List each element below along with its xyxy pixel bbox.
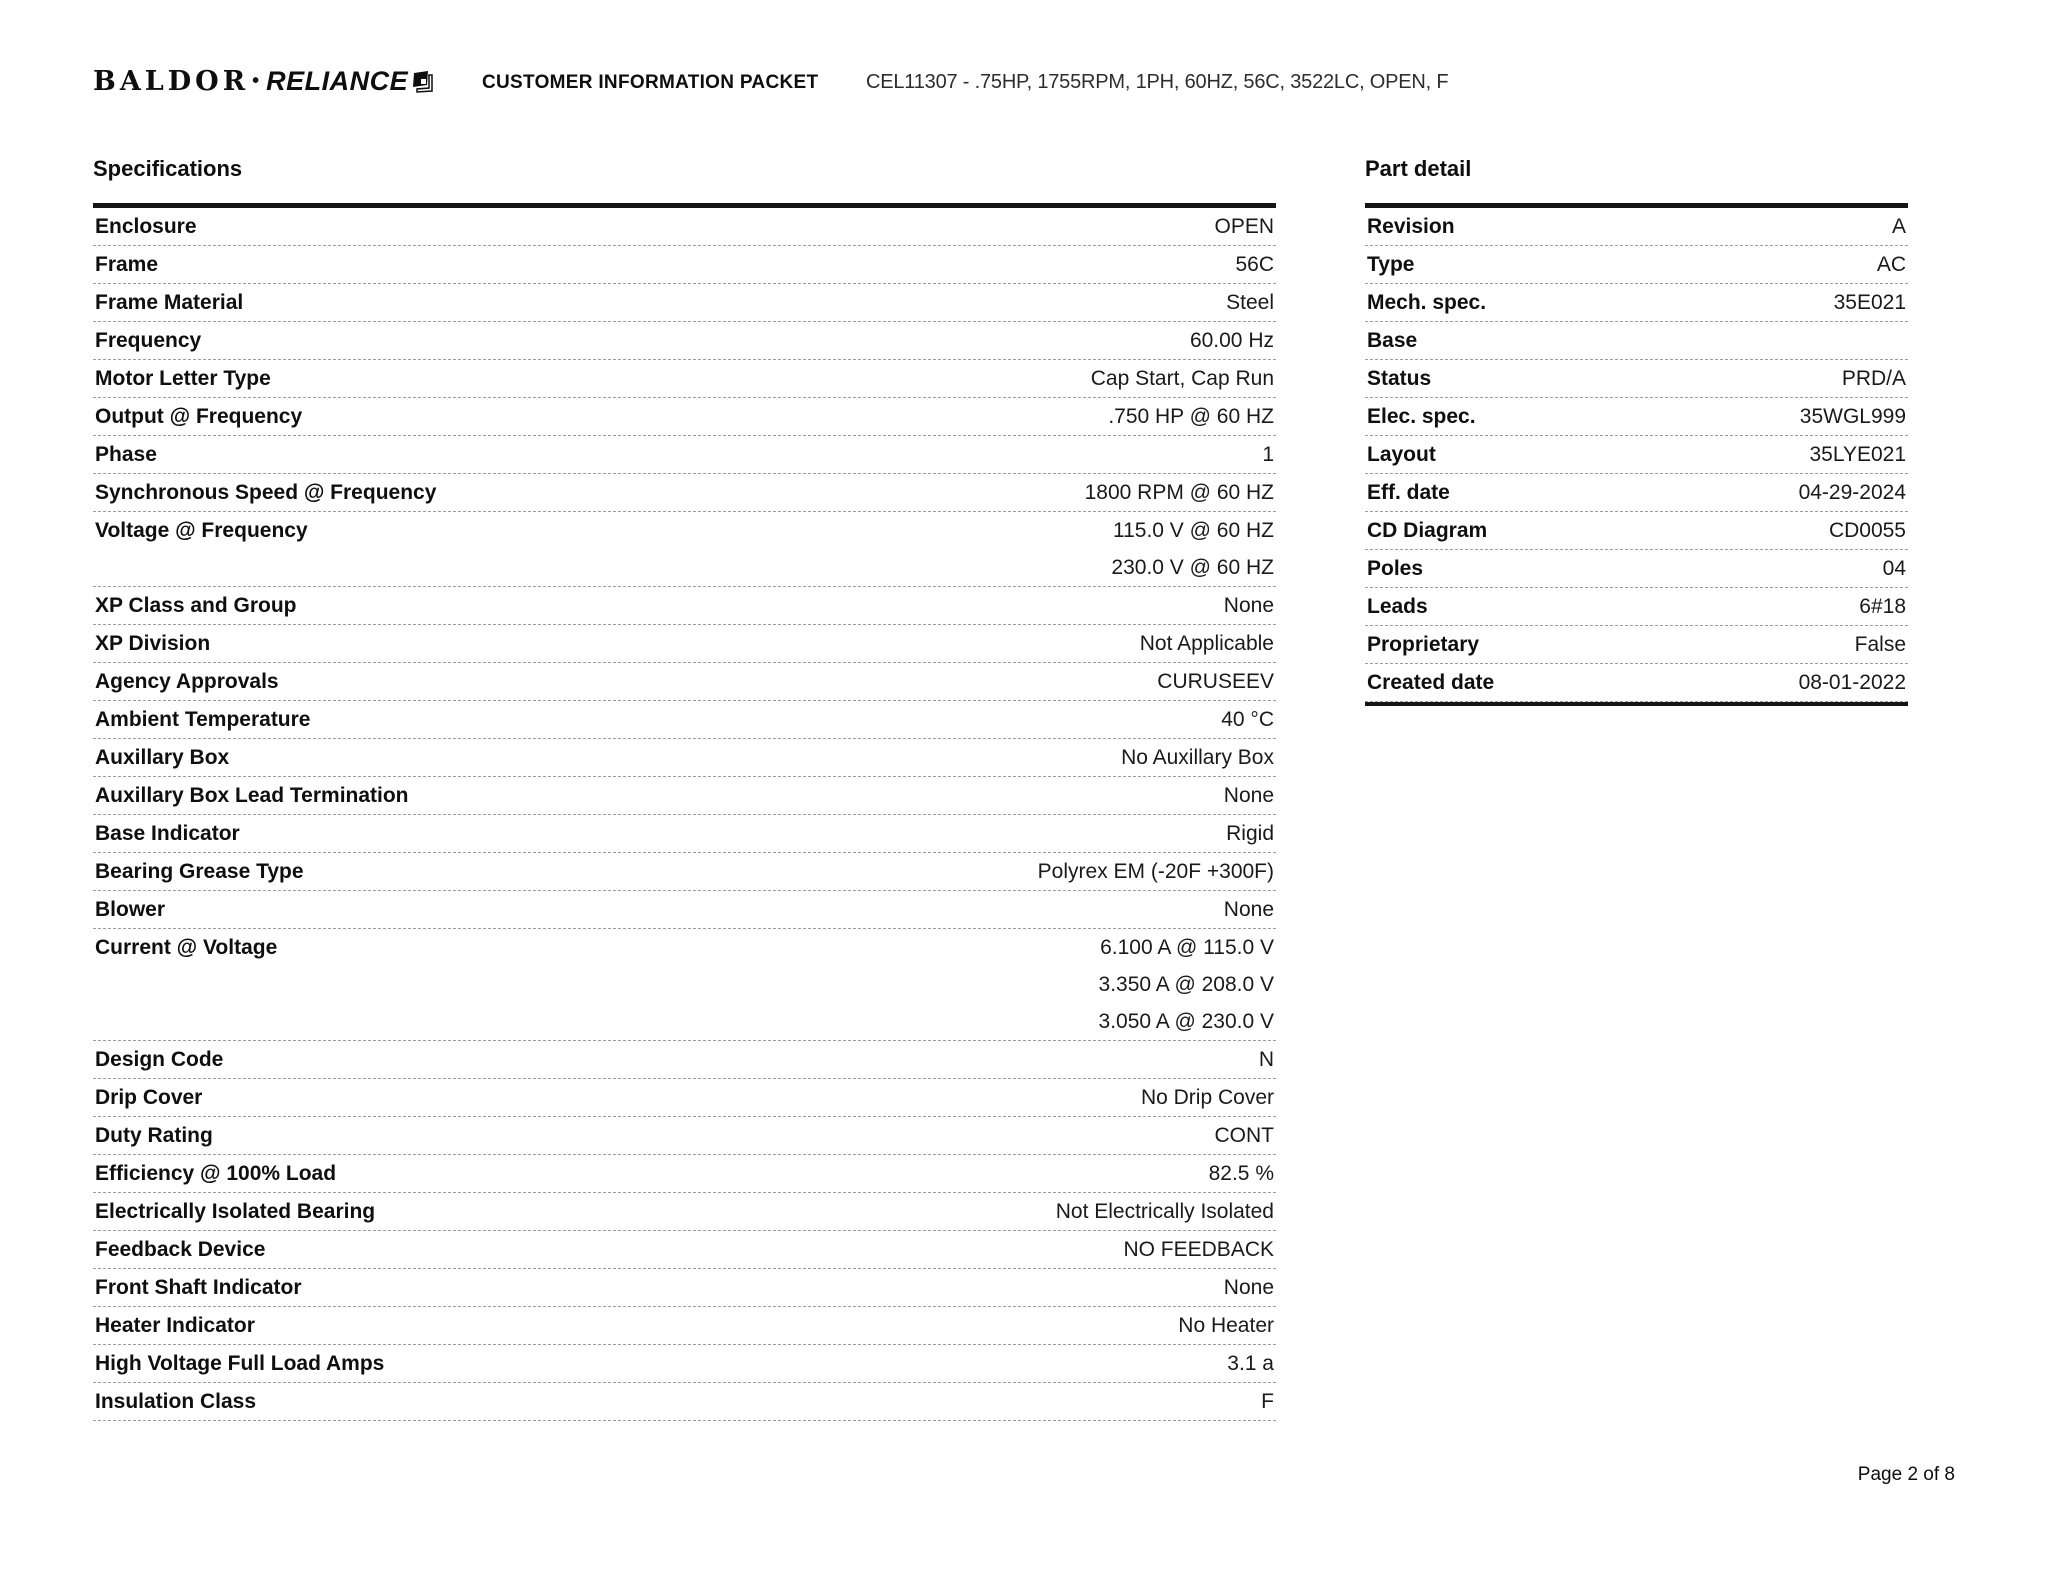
spec-row — [93, 284, 1276, 322]
spec-label: Base Indicator — [95, 822, 240, 845]
spec-value: None — [1223, 784, 1274, 807]
spec-values — [265, 1231, 1276, 1268]
baldor-wordmark: BALDOR — [93, 66, 250, 97]
spec-label: Heater Indicator — [95, 1314, 255, 1337]
part-detail-value: CD0055 — [1828, 519, 1906, 542]
part-detail-values — [1423, 550, 1908, 587]
part-detail-value: AC — [1876, 253, 1906, 276]
part-detail-row — [1365, 246, 1908, 284]
specifications-title: Specifications — [93, 156, 243, 181]
spec-label: Agency Approvals — [95, 670, 279, 693]
part-detail-values — [1414, 246, 1908, 283]
spec-value: 3.1 a — [1227, 1352, 1274, 1375]
spec-row — [93, 663, 1276, 701]
spec-label: Efficiency @ 100% Load — [95, 1162, 337, 1185]
part-detail-row — [1365, 550, 1908, 588]
spec-label: Front Shaft Indicator — [95, 1276, 302, 1299]
part-detail-value: 35E021 — [1833, 291, 1906, 314]
spec-label: Auxillary Box — [95, 746, 230, 769]
spec-value: Steel — [1226, 291, 1274, 314]
part-detail-values — [1436, 436, 1908, 473]
spec-row — [93, 625, 1276, 663]
spec-value: Cap Start, Cap Run — [1090, 367, 1274, 390]
page-indicator: Page 2 of 8 — [1857, 1464, 1955, 1485]
spec-values — [271, 360, 1276, 397]
part-detail-row — [1365, 626, 1908, 664]
spec-label: Auxillary Box Lead Termination — [95, 784, 409, 807]
part-detail-value: 35WGL999 — [1799, 405, 1906, 428]
doc-title: CUSTOMER INFORMATION PACKET — [482, 72, 819, 93]
spec-values — [302, 1269, 1277, 1306]
part-detail-value: 04-29-2024 — [1798, 481, 1906, 504]
spec-value: CURUSEEV — [1157, 670, 1274, 693]
part-detail-values — [1487, 512, 1908, 549]
spec-value: None — [1223, 898, 1274, 921]
spec-row — [93, 1079, 1276, 1117]
spec-values — [213, 1117, 1276, 1154]
spec-value: No Drip Cover — [1140, 1086, 1274, 1109]
spec-value: F — [1261, 1390, 1274, 1413]
part-detail-values — [1431, 360, 1908, 397]
spec-row — [93, 1155, 1276, 1193]
part-detail-value: 6#18 — [1859, 595, 1906, 618]
spec-row — [93, 1269, 1276, 1307]
part-detail-values — [1450, 474, 1908, 511]
part-detail-values — [1476, 398, 1908, 435]
spec-values — [279, 663, 1276, 700]
spec-label: XP Division — [95, 632, 211, 655]
spec-values — [157, 436, 1276, 473]
part-detail-label: CD Diagram — [1367, 519, 1488, 542]
part-detail-label: Elec. spec. — [1367, 405, 1476, 428]
spec-value: N — [1258, 1048, 1274, 1071]
spec-values — [277, 929, 1276, 1040]
spec-row — [93, 701, 1276, 739]
part-detail-label: Base — [1367, 329, 1418, 352]
part-detail-row — [1365, 664, 1908, 702]
part-detail-title: Part detail — [1365, 156, 1472, 181]
spec-label: Blower — [95, 898, 166, 921]
spec-label: Motor Letter Type — [95, 367, 271, 390]
specifications-section — [93, 156, 1276, 1421]
spec-label: High Voltage Full Load Amps — [95, 1352, 385, 1375]
spec-value: .750 HP @ 60 HZ — [1108, 405, 1274, 428]
spec-label: Electrically Isolated Bearing — [95, 1200, 376, 1223]
part-detail-table — [1365, 203, 1908, 706]
spec-value: 115.0 V @ 60 HZ — [1112, 519, 1274, 542]
spec-value: 1 — [1262, 443, 1274, 466]
part-detail-values — [1486, 284, 1908, 321]
spec-values — [311, 701, 1277, 738]
spec-row — [93, 1345, 1276, 1383]
part-detail-value: PRD/A — [1841, 367, 1906, 390]
spec-row — [93, 208, 1276, 246]
spec-row — [93, 1307, 1276, 1345]
spec-label: Current @ Voltage — [95, 936, 278, 959]
spec-values — [409, 777, 1276, 814]
spec-value: OPEN — [1214, 215, 1274, 238]
spec-values — [229, 739, 1276, 776]
spec-row — [93, 1383, 1276, 1421]
part-detail-values — [1479, 626, 1908, 663]
spec-value: 6.100 A @ 115.0 V — [1100, 936, 1274, 959]
spec-row — [93, 474, 1276, 512]
part-detail-values — [1455, 208, 1908, 245]
spec-label: Insulation Class — [95, 1390, 257, 1413]
spec-row — [93, 929, 1276, 1041]
part-detail-row — [1365, 398, 1908, 436]
spec-row — [93, 739, 1276, 777]
part-detail-label: Leads — [1367, 595, 1428, 618]
part-detail-row — [1365, 208, 1908, 246]
part-detail-label: Poles — [1367, 557, 1424, 580]
part-detail-label: Created date — [1367, 671, 1495, 694]
spec-label: Frame Material — [95, 291, 244, 314]
spec-value: Not Applicable — [1139, 632, 1274, 655]
spec-values — [243, 284, 1276, 321]
spec-label: Output @ Frequency — [95, 405, 303, 428]
spec-row — [93, 246, 1276, 284]
spec-row — [93, 512, 1276, 587]
part-detail-value: 08-01-2022 — [1798, 671, 1906, 694]
spec-label: Frame — [95, 253, 159, 276]
part-detail-label: Revision — [1367, 215, 1455, 238]
spec-values — [336, 1155, 1276, 1192]
part-detail-label: Layout — [1367, 443, 1436, 466]
spec-values — [375, 1193, 1276, 1230]
spec-label: Ambient Temperature — [95, 708, 311, 731]
part-detail-row — [1365, 474, 1908, 512]
spec-label: Drip Cover — [95, 1086, 203, 1109]
spec-values — [165, 891, 1276, 928]
part-detail-label: Eff. date — [1367, 481, 1450, 504]
spec-row — [93, 1231, 1276, 1269]
spec-label: XP Class and Group — [95, 594, 297, 617]
part-detail-row — [1365, 360, 1908, 398]
spec-value: 230.0 V @ 60 HZ — [1111, 556, 1274, 579]
spec-label: Feedback Device — [95, 1238, 266, 1261]
spec-value: No Auxillary Box — [1121, 746, 1274, 769]
part-detail-value — [1417, 322, 1908, 359]
spec-value: 3.050 A @ 230.0 V — [1098, 1010, 1274, 1033]
spec-value: CONT — [1214, 1124, 1274, 1147]
logo-dot-separator: • — [252, 70, 260, 92]
spec-label: Voltage @ Frequency — [95, 519, 308, 542]
spec-value: None — [1223, 594, 1274, 617]
spec-value: Not Electrically Isolated — [1055, 1200, 1274, 1223]
spec-row — [93, 322, 1276, 360]
part-detail-value: A — [1891, 215, 1906, 238]
spec-value: 40 °C — [1221, 708, 1274, 731]
spec-value: Polyrex EM (-20F +300F) — [1037, 860, 1274, 883]
part-detail-label: Status — [1367, 367, 1432, 390]
spec-values — [223, 1041, 1276, 1078]
part-detail-row — [1365, 512, 1908, 550]
spec-value: NO FEEDBACK — [1123, 1238, 1274, 1261]
spec-values — [256, 1383, 1276, 1420]
spec-values — [202, 1079, 1276, 1116]
part-detail-values — [1494, 664, 1908, 701]
spec-values — [197, 208, 1276, 245]
brand-mark-icon — [413, 71, 433, 93]
spec-label: Duty Rating — [95, 1124, 213, 1147]
part-detail-value: 35LYE021 — [1809, 443, 1906, 466]
spec-row — [93, 436, 1276, 474]
spec-label: Frequency — [95, 329, 202, 352]
part-detail-label: Proprietary — [1367, 633, 1480, 656]
spec-value: 82.5 % — [1208, 1162, 1274, 1185]
spec-values — [384, 1345, 1276, 1382]
spec-row — [93, 891, 1276, 929]
spec-label: Phase — [95, 443, 157, 466]
spec-row — [93, 1193, 1276, 1231]
specifications-table — [93, 203, 1276, 1421]
spec-row — [93, 853, 1276, 891]
spec-row — [93, 777, 1276, 815]
spec-label: Design Code — [95, 1048, 224, 1071]
spec-label: Bearing Grease Type — [95, 860, 304, 883]
spec-label: Synchronous Speed @ Frequency — [95, 481, 437, 504]
spec-values — [201, 322, 1276, 359]
part-detail-section — [1365, 156, 1908, 706]
spec-values — [304, 853, 1276, 890]
spec-values — [210, 625, 1276, 662]
spec-row — [93, 360, 1276, 398]
brand-logo — [93, 66, 433, 97]
reliance-wordmark: RELIANCE — [266, 66, 409, 96]
spec-values — [308, 512, 1276, 586]
part-detail-values — [1417, 322, 1908, 359]
spec-value: 56C — [1235, 253, 1274, 276]
spec-row — [93, 815, 1276, 853]
spec-row — [93, 1117, 1276, 1155]
part-detail-row — [1365, 588, 1908, 626]
spec-value: 1800 RPM @ 60 HZ — [1084, 481, 1274, 504]
part-detail-value: False — [1854, 633, 1906, 656]
spec-value: None — [1223, 1276, 1274, 1299]
spec-value: 3.350 A @ 208.0 V — [1098, 973, 1274, 996]
part-detail-value: 04 — [1882, 557, 1906, 580]
spec-value: Rigid — [1226, 822, 1274, 845]
spec-value: No Heater — [1178, 1314, 1274, 1337]
spec-values — [240, 815, 1276, 852]
spec-row — [93, 587, 1276, 625]
spec-values — [255, 1307, 1276, 1344]
spec-values — [436, 474, 1276, 511]
spec-values — [158, 246, 1276, 283]
part-detail-row — [1365, 436, 1908, 474]
spec-values — [302, 398, 1276, 435]
part-detail-label: Mech. spec. — [1367, 291, 1487, 314]
spec-value: 60.00 Hz — [1189, 329, 1274, 352]
spec-values — [297, 587, 1277, 624]
spec-label: Enclosure — [95, 215, 197, 238]
model-summary: CEL11307 - .75HP, 1755RPM, 1PH, 60HZ, 56C, 3522LC, OPEN, F — [866, 71, 1449, 93]
spec-row — [93, 1041, 1276, 1079]
part-detail-row — [1365, 284, 1908, 322]
part-detail-label: Type — [1367, 253, 1415, 276]
spec-row — [93, 398, 1276, 436]
part-detail-values — [1428, 588, 1908, 625]
part-detail-row — [1365, 322, 1908, 360]
